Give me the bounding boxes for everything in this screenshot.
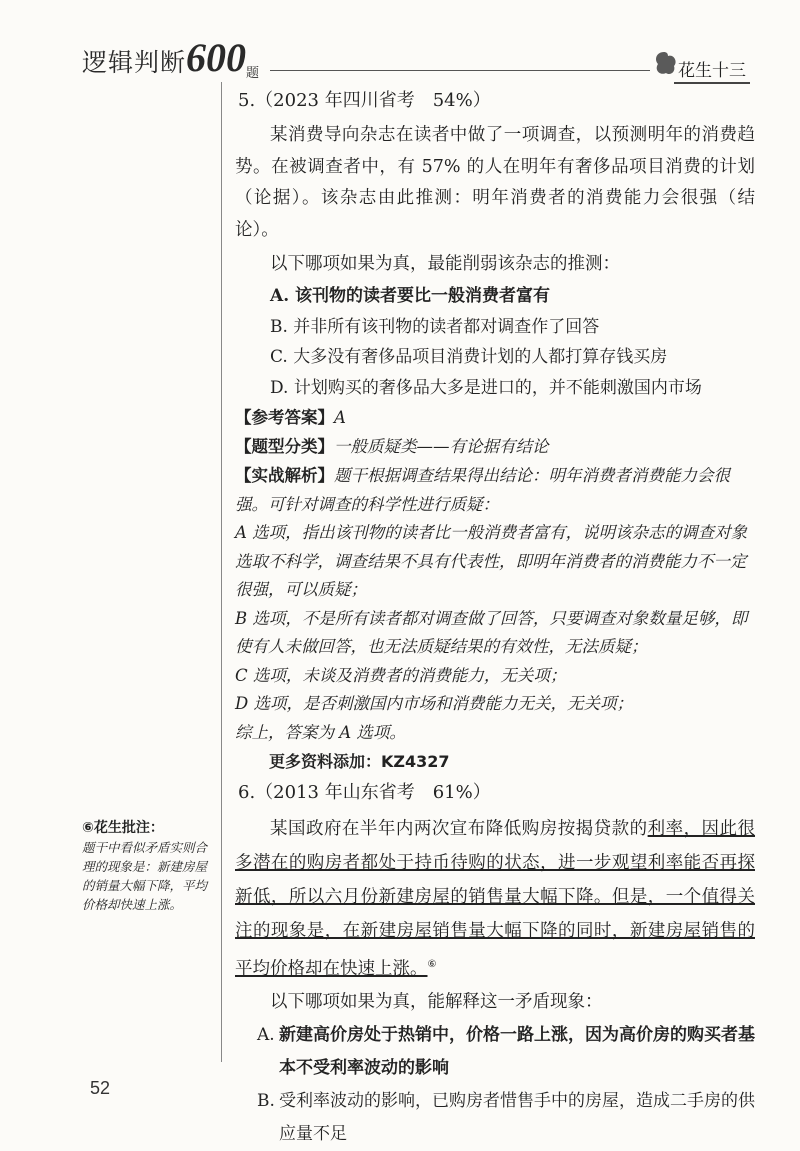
analysis-option-a: A 选项，指出该刊物的读者比一般消费者富有，说明该杂志的调查对象选取不科学，调查结果不具有代表性，即明年消费者的消费能力不一定很强，可以质疑； xyxy=(235,523,748,599)
option-text: 新建高价房处于热销中，价格一路上涨，因为高价房的购买者基本不受利率波动的影响 xyxy=(279,1024,755,1078)
type-line xyxy=(235,432,755,461)
option-lead: B. xyxy=(257,1090,275,1111)
book-title-prefix: 逻辑判断 xyxy=(82,48,187,77)
question-6-stem xyxy=(235,812,755,986)
question-5-heading: 5.（2023 年四川省考 54%） xyxy=(238,90,491,111)
question-6-option-a xyxy=(257,1019,755,1085)
analysis-intro-line xyxy=(235,461,755,519)
analysis-label: 【实战解析】 xyxy=(235,466,334,485)
question-6-stem-plain: 某国政府在半年内两次宣布降低购房按揭贷款的 xyxy=(270,819,648,839)
type-label: 【题型分类】 xyxy=(235,437,334,456)
question-6-heading: 6.（2013 年山东省考 61%） xyxy=(238,782,491,803)
header-rule xyxy=(270,70,650,71)
main-content xyxy=(235,84,755,1151)
type-value: 一般质疑类——有论据有结论 xyxy=(334,437,549,456)
question-6-options xyxy=(235,1019,755,1151)
question-5-option-d: D. 计划购买的奢侈品大多是进口的，并不能刺激国内市场 xyxy=(270,377,702,398)
answer-label: 【参考答案】 xyxy=(235,408,334,427)
analysis-intro: 题干根据调查结果得出结论：明年消费者消费能力会很强。可针对调查的科学性进行质疑： xyxy=(235,466,730,514)
analysis-option-d: D 选项，是否刺激国内市场和消费能力无关，无关项； xyxy=(235,694,633,713)
question-5-option-a: A. 该刊物的读者要比一般消费者富有 xyxy=(270,286,551,306)
promo-line: 更多资料添加：KZ4327 xyxy=(269,752,450,771)
question-5-option-b: B. 并非所有该刊物的读者都对调查作了回答 xyxy=(270,316,600,337)
margin-rule xyxy=(221,82,222,1062)
question-5-stem: 某消费导向杂志在读者中做了一项调查，以预测明年的消费趋势。在被调查者中，有 57% 的人在明年有奢侈品项目消费的计划（论据）。该杂志由此推测：明年消费者的消费能力会很强（结论）。 xyxy=(235,125,755,240)
sidebar-note xyxy=(82,818,210,914)
analysis-option-b: B 选项，不是所有读者都对调查做了回答，只要调查对象数量足够，即使有人未做回答，也无法质疑结果的有效性，无法质疑； xyxy=(235,608,748,656)
page-number: 52 xyxy=(90,1078,111,1098)
answer-value: A xyxy=(334,408,346,427)
analysis-option-c: C 选项，未谈及消费者的消费能力，无关项； xyxy=(235,665,567,685)
book-title xyxy=(82,34,260,81)
book-title-number: 600 xyxy=(186,35,247,80)
annotation-marker: ⑥ xyxy=(427,959,437,970)
sidebar-note-title: ⑥花生批注： xyxy=(82,820,164,836)
brand-label: 花生十三 xyxy=(674,55,750,84)
option-text: 受利率波动的影响，已购房者惜售手中的房屋，造成二手房的供应量不足 xyxy=(279,1090,755,1144)
sidebar-note-text: 题干中看似矛盾实则合理的现象是：新建房屋的销量大幅下降，平均价格却快速上涨。 xyxy=(82,840,208,912)
analysis-conclusion: 综上，答案为 A 选项。 xyxy=(235,722,406,742)
question-6-option-b xyxy=(257,1085,755,1151)
question-5-option-c: C. 大多没有奢侈品项目消费计划的人都打算存钱买房 xyxy=(270,347,668,367)
book-title-suffix: 题 xyxy=(246,66,261,81)
page-header xyxy=(0,0,800,90)
question-6-stem-underlined: 利率，因此很多潜在的购房者都处于持币待购的状态，进一步观望利率能否再探新低，所以六月份新建房屋的销售量大幅下降。但是，一个值得关注的现象是，在新建房屋销售量大幅下降的同时，新建房屋销售的平均价格却在快速上涨。 xyxy=(235,819,756,979)
question-6-prompt: 以下哪项如果为真，能解释这一矛盾现象： xyxy=(270,991,603,1012)
option-lead: A. xyxy=(257,1024,275,1045)
answer-line xyxy=(235,403,755,432)
question-5-prompt: 以下哪项如果为真，最能削弱该杂志的推测： xyxy=(270,254,620,274)
